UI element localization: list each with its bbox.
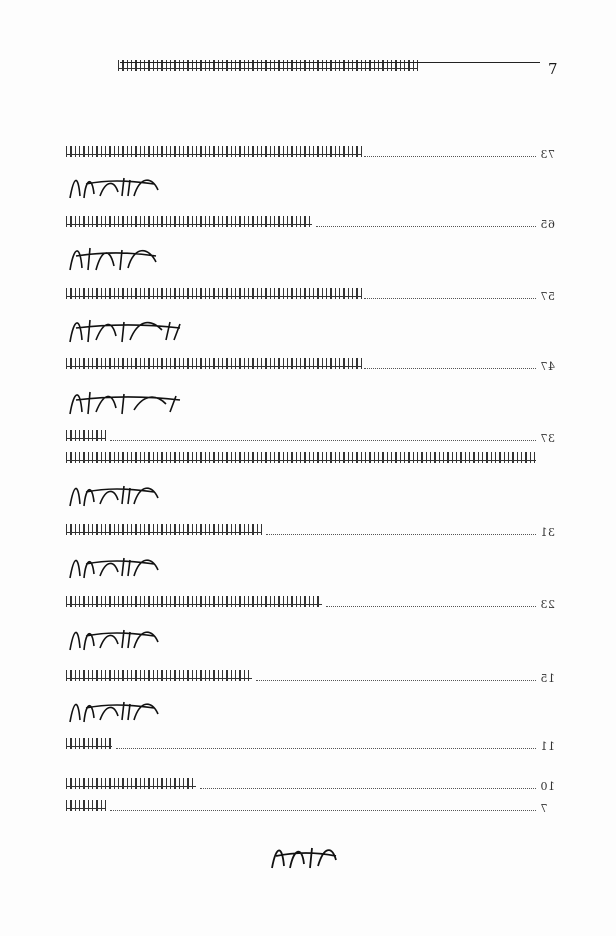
header-rule	[120, 62, 540, 63]
toc-title-line	[66, 452, 536, 463]
toc-page-number: 31	[540, 526, 555, 539]
leader-dots	[200, 788, 536, 789]
leader-dots	[110, 810, 536, 811]
calligraphy-ornament-icon	[66, 312, 186, 346]
toc-title-line	[66, 288, 362, 299]
toc-title-line	[66, 800, 106, 811]
toc-title-line	[66, 778, 196, 789]
leader-dots	[326, 606, 536, 607]
leader-dots	[316, 226, 536, 227]
calligraphy-ornament-icon	[66, 550, 162, 582]
page-number: 7	[548, 60, 558, 78]
toc-page-number: 57	[540, 290, 555, 303]
calligraphy-ornament-icon	[66, 384, 186, 418]
calligraphy-ornament-icon	[66, 170, 162, 202]
toc-page-number: 15	[540, 672, 555, 685]
calligraphy-ornament-icon	[268, 838, 340, 876]
toc-page-number: 10	[540, 780, 555, 793]
leader-dots	[116, 748, 536, 749]
toc-page-number: 47	[540, 360, 555, 373]
leader-dots	[364, 156, 536, 157]
calligraphy-ornament-icon	[66, 622, 162, 654]
toc-title-line	[66, 596, 322, 607]
leader-dots	[110, 440, 536, 441]
toc-page-number: 73	[540, 148, 555, 161]
calligraphy-ornament-icon	[66, 240, 162, 274]
toc-title-line	[66, 358, 362, 369]
toc-title-line	[66, 146, 362, 157]
leader-dots	[266, 534, 536, 535]
toc-page-number: 7	[540, 802, 548, 815]
leader-dots	[364, 298, 536, 299]
toc-title-line	[66, 670, 252, 681]
toc-title-line	[66, 216, 312, 227]
calligraphy-ornament-icon	[66, 694, 162, 726]
toc-title-line	[66, 430, 106, 441]
toc-page-number: 11	[540, 740, 555, 753]
toc-title-line	[66, 738, 112, 749]
toc-title-line	[66, 524, 262, 535]
toc-page-number: 23	[540, 598, 555, 611]
leader-dots	[256, 680, 536, 681]
toc-page-number: 37	[540, 432, 555, 445]
toc-page-number: 65	[540, 218, 555, 231]
leader-dots	[364, 368, 536, 369]
calligraphy-ornament-icon	[66, 478, 162, 510]
